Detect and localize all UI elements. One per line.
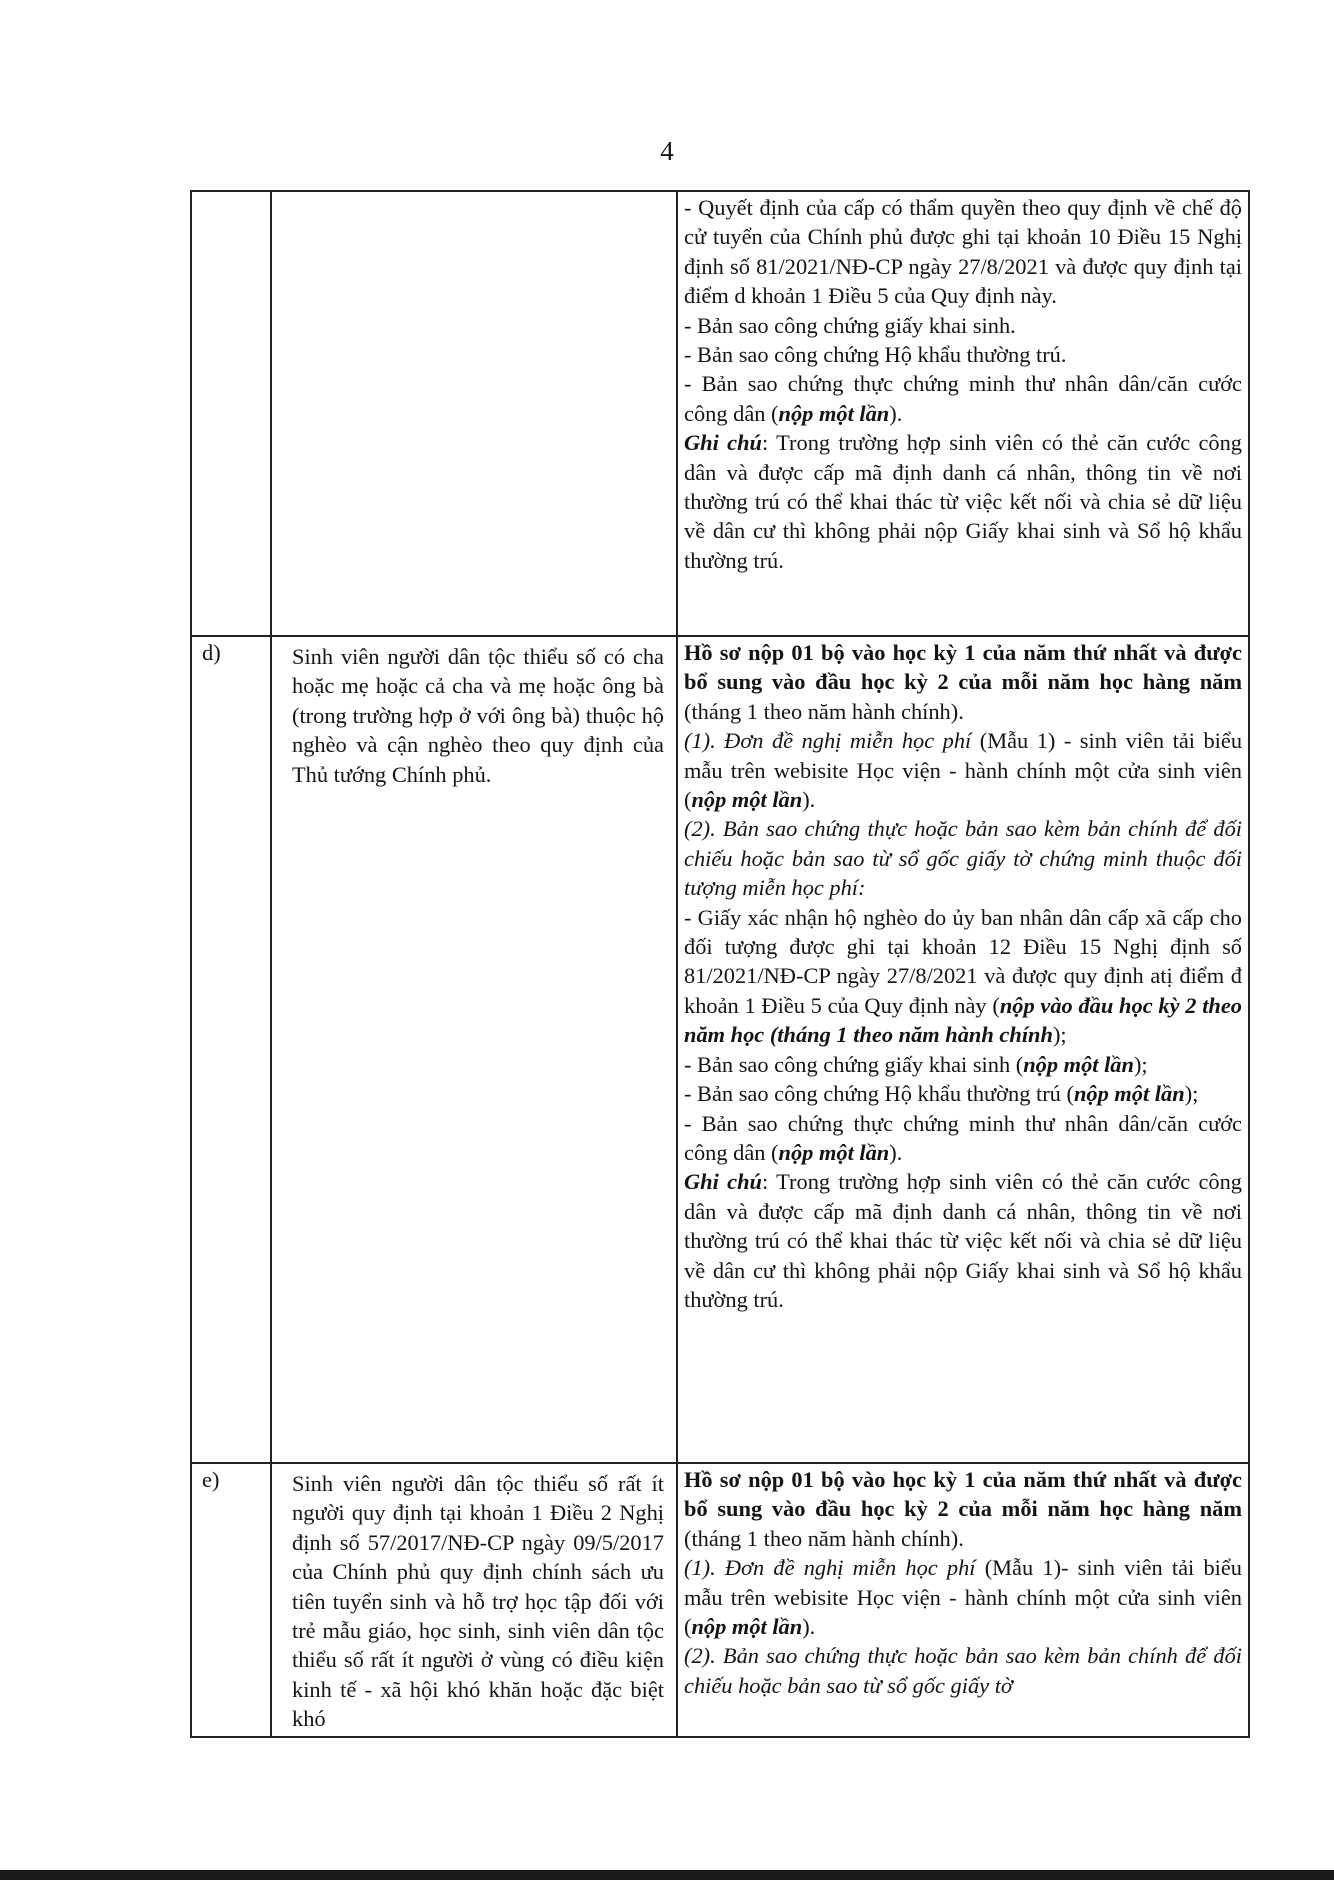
text-run: nộp một lần bbox=[691, 1614, 803, 1640]
table-row bbox=[191, 1463, 1249, 1737]
required-documents bbox=[677, 191, 1249, 636]
text-run: Hồ sơ nộp 01 bộ vào học kỳ 1 của năm thứ nhất và được bổ sung vào đầu học kỳ 2 của mỗi năm học hàng năm bbox=[684, 640, 1242, 695]
document-paragraph bbox=[684, 1167, 1242, 1314]
text-run: nộp một lần bbox=[778, 1139, 890, 1165]
text-run: - Bản sao chứng thực chứng minh thư nhân dân/căn cước công dân ( bbox=[684, 371, 1242, 426]
document-paragraph bbox=[684, 903, 1242, 1050]
exemption-documents-table bbox=[190, 190, 1250, 1738]
text-run: Ghi chú bbox=[684, 430, 763, 456]
required-documents bbox=[677, 636, 1249, 1463]
text-run: - Bản sao công chứng giấy khai sinh. bbox=[684, 312, 1016, 338]
text-run: - Quyết định của cấp có thẩm quyền theo quy định về chế độ cử tuyển của Chính phủ được ghi tại khoản 10 Điều 15 Nghị định số 81/2021/NĐ-CP ngày 27/8/2021 và được quy định tại điểm d khoản 1 Điều 5 của Quy định này. bbox=[684, 195, 1242, 309]
row-index: e) bbox=[191, 1463, 271, 1737]
text-run: - Bản sao công chứng Hộ khẩu thường trú ( bbox=[684, 1081, 1074, 1107]
document-paragraph bbox=[684, 1465, 1242, 1553]
text-run: (1). Đơn đề nghị miễn học phí bbox=[684, 728, 972, 754]
document-paragraph bbox=[684, 1079, 1242, 1108]
text-run: ). bbox=[889, 1139, 903, 1165]
text-run: ); bbox=[1184, 1081, 1199, 1107]
text-run: nộp một lần bbox=[1023, 1051, 1134, 1077]
text-run: ). bbox=[802, 787, 816, 813]
document-paragraph bbox=[684, 1050, 1242, 1079]
text-run: nộp một lần bbox=[691, 787, 803, 813]
text-run: - Bản sao chứng thực chứng minh thư nhân dân/căn cước công dân ( bbox=[684, 1110, 1242, 1165]
page-number: 4 bbox=[660, 136, 674, 166]
row-index bbox=[191, 191, 271, 636]
document-paragraph bbox=[684, 638, 1242, 726]
table-row bbox=[191, 636, 1249, 1463]
required-documents bbox=[677, 1463, 1249, 1737]
document-paragraph bbox=[684, 193, 1242, 311]
subject-text: Sinh viên người dân tộc thiểu số rất ít người quy định tại khoản 1 Điều 2 Nghị định số 57/2017/NĐ-CP ngày 09/5/2017 của Chính phủ quy định chính sách ưu tiên tuyển sinh và hỗ trợ học tập đối với trẻ mẫu giáo, học sinh, sinh viên dân tộc thiểu số rất ít người ở vùng có điều kiện kinh tế - xã hội khó khăn hoặc đặc biệt khó bbox=[292, 1471, 664, 1732]
text-run: nộp một lần bbox=[1073, 1081, 1185, 1107]
text-run: (2). Bản sao chứng thực hoặc bản sao kèm bản chính để đối chiếu hoặc bản sao từ sổ gốc giấy tờ bbox=[684, 1643, 1242, 1698]
text-run: Ghi chú bbox=[684, 1169, 763, 1195]
text-run: - Giấy xác nhận hộ nghèo do ủy ban nhân dân cấp xã cấp cho đối tượng được ghi tại khoản 12 Điều 15 Nghị định số 81/2021/NĐ-CP ngày 27/8/2021 và được quy định atị điểm đ khoản 1 Điều 5 của Quy định này ( bbox=[684, 904, 1242, 1018]
text-run: - Bản sao công chứng giấy khai sinh ( bbox=[684, 1051, 1024, 1077]
document-paragraph bbox=[684, 369, 1242, 428]
subject-text: Sinh viên người dân tộc thiểu số có cha hoặc mẹ hoặc cả cha và mẹ hoặc ông bà (trong trường hợp ở với ông bà) thuộc hộ nghèo và cận nghèo theo quy định của Thủ tướng Chính phủ. bbox=[292, 644, 664, 787]
text-run: ). bbox=[802, 1614, 816, 1640]
text-run: (Mẫu 1)- sinh viên tải biểu mẫu trên webisite Học viện - hành chính một cửa sinh viên ( bbox=[684, 1555, 1243, 1640]
row-index: d) bbox=[191, 636, 271, 1463]
document-paragraph bbox=[684, 340, 1242, 369]
text-run: (1). Đơn đề nghị miễn học phí bbox=[684, 1555, 976, 1581]
document-paragraph bbox=[684, 1641, 1242, 1700]
document-paragraph bbox=[684, 814, 1242, 902]
text-run: nộp một lần bbox=[778, 400, 890, 426]
subject-text bbox=[278, 193, 670, 197]
text-run: nộp vào đầu học kỳ 2 theo năm học (tháng 1 theo năm hành chính bbox=[684, 992, 1243, 1048]
document-paragraph bbox=[684, 428, 1242, 575]
text-run: Hồ sơ nộp 01 bộ vào học kỳ 1 của năm thứ nhất và được bổ sung vào đầu học kỳ 2 của mỗi năm học hàng năm bbox=[684, 1467, 1242, 1522]
text-run: : Trong trường hợp sinh viên có thẻ căn cước công dân và được cấp mã định danh cá nhân, thông tin về nơi thường trú có thể khai thác từ việc kết nối và chia sẻ dữ liệu về dân cư thì không phải nộp Giấy khai sinh và Sổ hộ khẩu thường trú. bbox=[684, 430, 1242, 573]
document-paragraph bbox=[684, 726, 1242, 814]
document-paragraph bbox=[684, 1553, 1242, 1641]
text-run: (2). Bản sao chứng thực hoặc bản sao kèm bản chính để đối chiếu hoặc bản sao từ sổ gốc giấy tờ chứng minh thuộc đối tượng miễn học phí: bbox=[684, 816, 1242, 901]
text-run: (tháng 1 theo năm hành chính). bbox=[684, 1525, 964, 1551]
text-run: ); bbox=[1052, 1022, 1067, 1048]
text-run: ); bbox=[1133, 1051, 1148, 1077]
text-run: ). bbox=[889, 400, 903, 426]
table-row bbox=[191, 191, 1249, 636]
text-run: : Trong trường hợp sinh viên có thẻ căn cước công dân và được cấp mã định danh cá nhân, thông tin về nơi thường trú có thể khai thác từ việc kết nối và chia sẻ dữ liệu về dân cư thì không phải nộp Giấy khai sinh và Sổ hộ khẩu thường trú. bbox=[684, 1169, 1242, 1312]
scan-bottom-edge bbox=[0, 1870, 1334, 1880]
text-run: - Bản sao công chứng Hộ khẩu thường trú. bbox=[684, 342, 1067, 368]
text-run: (tháng 1 theo năm hành chính). bbox=[684, 698, 964, 724]
text-run: (Mẫu 1) - sinh viên tải biểu mẫu trên webisite Học viện - hành chính một cửa sinh viên ( bbox=[684, 728, 1243, 813]
document-paragraph bbox=[684, 1109, 1242, 1168]
document-paragraph bbox=[684, 311, 1242, 340]
